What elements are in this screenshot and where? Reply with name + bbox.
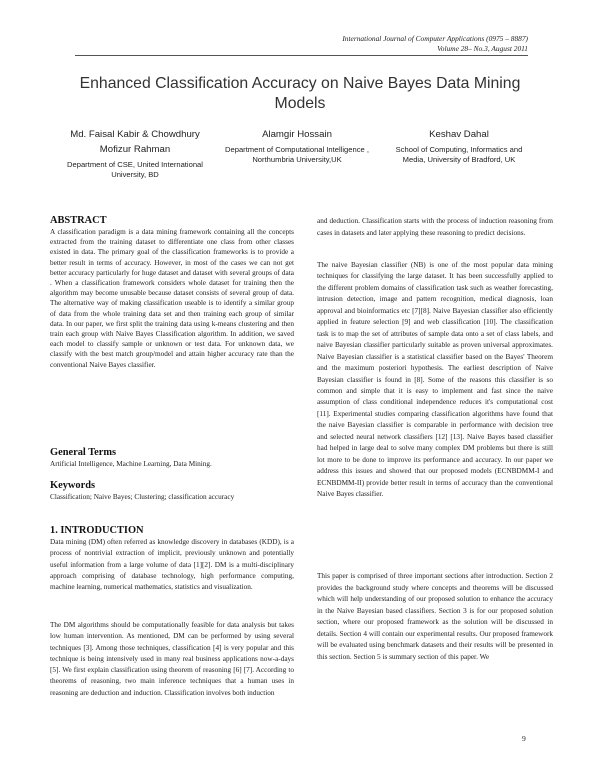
author-block-3	[384, 127, 534, 165]
general-terms-text: Artificial Intelligence, Machine Learning, Data Mining.	[50, 460, 212, 468]
paper-title: Enhanced Classification Accuracy on Naive Bayes Data Mining Models	[79, 75, 521, 112]
right-paragraph-2-block	[317, 260, 553, 501]
keywords-heading: Keywords	[50, 480, 96, 491]
general-terms-heading: General Terms	[50, 447, 117, 458]
author-affiliation: Department of CSE, United International University, BD	[67, 160, 203, 180]
right-paragraph-2: The naive Bayesian classifier (NB) is one of the most popular data mining techniques for classifying the large dataset. It has been successfully applied to the different problem domains of classification task such as weather forecasting, intrusion detection, image and pattern recognition, medical diagnosis, loan approval and bioinformatics etc [7][8]. Naive Bayesian classifier also efficiently applied in feature selection [9] and web classification [10]. The classification task is to map the set of attributes of sample data onto a set of class labels, and naive Bayesian classifier particularly suitable as proven universal approximates. Naive Bayesian classifier is a statistical classifier based on the Bayes' Theorem and the maximum posteriori hypothesis. The earliest description of Naive Bayesian classifier is found in [8]. Some of the reasons this classifier is so common and simple that it is easy to implement and fast since the naive assumption of class conditional independence reduces it's computational cost [11]. Experimental studies comparing classification algorithms have found that the naive Bayesian classifier is comparable in performance with decision tree and selected neural network classifiers [12] [13]. Naive Bayes based classifier had helped in large deal to solve many complex DM problems but there is still lot more to be done to improve its performance and accuracy. In our paper we address this issues and showed that our proposed models (ECNBDMM-I and ECNBDMM-II) provide better result in terms of accuracy than the conventional Naive Bayes classifier.	[317, 261, 553, 499]
abstract-text: A classification paradigm is a data mining framework containing all the concepts extracted from the training dataset to differentiate one class from other classes existed in data. The primary goal of the classification frameworks is to provide a better result in terms of accuracy. However, in most of the cases we can not get better accuracy particularly for huge dataset and dataset with several groups of data . When a classification framework considers whole dataset for training then the algorithm may become unusable because dataset consists of several group of data. The alternative way of making classification useable is to identify a similar group of data from the whole training data set and then training each group of similar data. In our paper, we first split the training data using k-means clustering and then train each group with Naive Bayes Classification algorithm. In addition, we saved each model to classify sample or unknown or test data. For unknown data, we classify with the best match group/model and attain higher accuracy rate than the conventional Naive Bayes classifier.	[50, 228, 294, 369]
journal-name: International Journal of Computer Applications (0975 – 8887)	[342, 34, 528, 43]
author-name: Keshav Dahal	[429, 129, 489, 140]
keywords-section	[50, 479, 294, 503]
abstract-section	[50, 214, 294, 370]
author-block-2	[222, 127, 372, 165]
right-paragraph-1-block	[317, 216, 553, 239]
introduction-section	[50, 524, 294, 593]
journal-volume: Volume 28– No.3, August 2011	[437, 43, 528, 53]
author-affiliation: Department of Computational Intelligence , Northumbria University,UK	[225, 145, 369, 165]
page-number: 9	[522, 734, 526, 743]
introduction-paragraph-2-block	[50, 620, 294, 699]
header-rule	[75, 55, 528, 56]
introduction-heading: 1. INTRODUCTION	[50, 525, 144, 536]
abstract-heading: ABSTRACT	[50, 215, 107, 226]
right-paragraph-3: This paper is comprised of three important sections after introduction. Section 2 provides the background study where concepts and theorems will be discussed which will help understanding of our proposed solution to enhance the accuracy in the Naive Bayesian based classifiers. Section 3 is for our proposed solution section, where our proposed framework as the solution will be discussed in details. Section 4 will contain our experimental results. Our proposed framework will be evaluated using benchmark datasets and their results will be presented in this section. Section 5 is summary section of this paper. We	[317, 572, 553, 661]
general-terms-section	[50, 446, 294, 470]
introduction-paragraph-1: Data mining (DM) often referred as knowledge discovery in databases (KDD), is a process of nontrivial extraction of implicit, previously unknown and potentially useful information from a large volume of data [1][2]. DM is a multi-disciplinary approach comprising of database technology, high performance computing, machine learning, numerical mathematics, statistics and visualization.	[50, 538, 294, 592]
introduction-paragraph-2: The DM algorithms should be computationally feasible for data analysis but takes low human intervention. As mentioned, DM can be performed by using several techniques [3]. Among those techniques, classification [4] is very popular and this technique is being intensively used in many real business applications now-a-days [5]. We first explain classification using theorem of reasoning [6] [7]. According to theorems of reasoning, two main inference techniques that a human uses in reasoning are deduction and induction. Classification involves both induction	[50, 621, 294, 697]
author-affiliation: School of Computing, Informatics and Media, University of Bradford, UK	[395, 145, 523, 165]
right-paragraph-3-block	[317, 571, 553, 663]
right-paragraph-1: and deduction. Classification starts with the process of induction reasoning from cases in datasets and later applying these reasoning to predict decisions.	[317, 217, 553, 237]
author-block-1	[60, 127, 210, 180]
author-name: Md. Faisal Kabir & Chowdhury Mofizur Rahman	[70, 129, 200, 155]
author-name: Alamgir Hossain	[262, 129, 332, 140]
keywords-text: Classification; Naive Bayes; Clustering; classification accuracy	[50, 493, 235, 501]
journal-header	[342, 34, 528, 53]
